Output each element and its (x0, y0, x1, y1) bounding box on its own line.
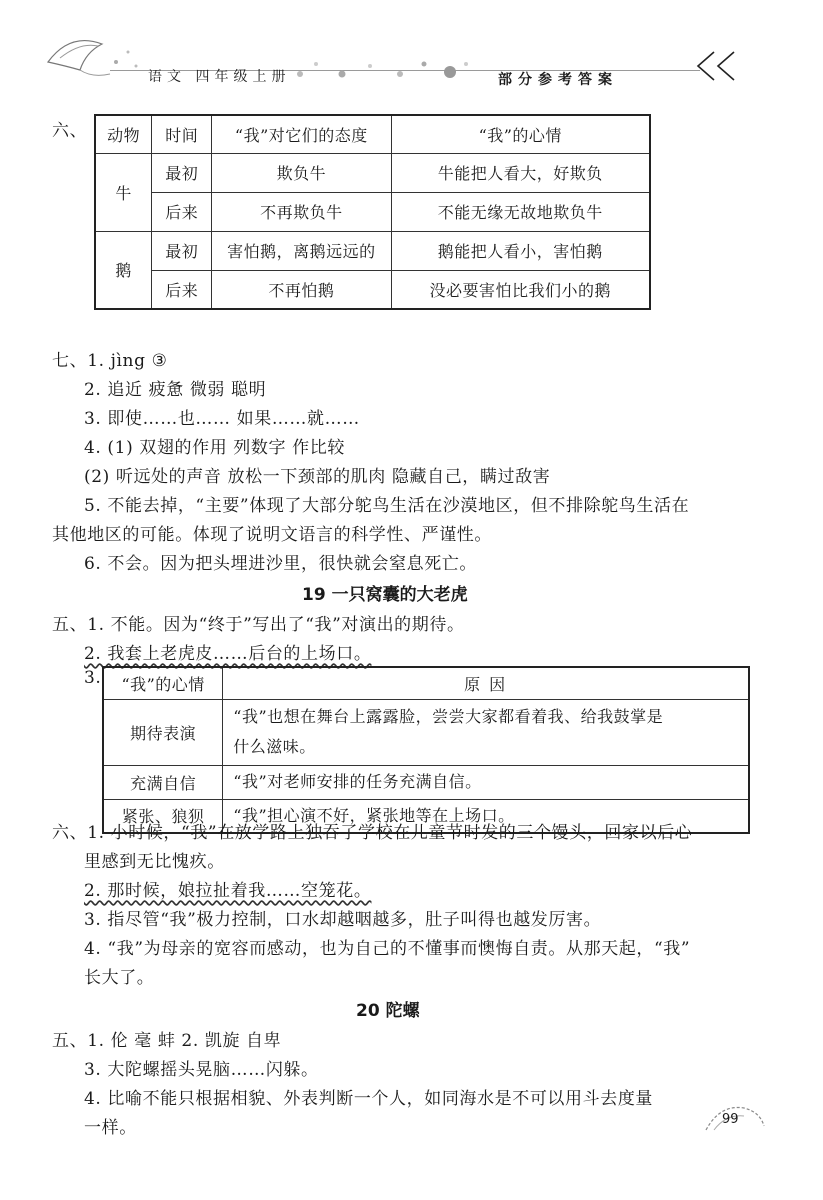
answer-line: 2. 追近 疲惫 微弱 聪明 (84, 380, 267, 400)
answer-line: 一样。 (84, 1118, 137, 1138)
table-cell: 后来 (152, 270, 212, 309)
table-cell: “我”对老师安排的任务充满自信。 (223, 765, 749, 799)
table-row (103, 699, 749, 765)
table-header-cell: 时间 (152, 115, 212, 153)
table-cell: 充满自信 (103, 765, 223, 799)
table-header-cell: “我”对它们的态度 (212, 115, 391, 153)
animals-attitude-table (94, 114, 651, 310)
table-cell (223, 699, 749, 765)
table-header-row (95, 115, 650, 153)
answer-line: 3. 指尽管“我”极力控制，口水却越咽越多，肚子叫得也越发厉害。 (84, 910, 602, 930)
table-cell: 最初 (152, 231, 212, 270)
table-cell: 害怕鹅，离鹅远远的 (212, 231, 391, 270)
table-cell: 不再欺负牛 (212, 192, 391, 231)
dots-ornament-icon (290, 52, 480, 82)
section-label-six: 六、 (52, 121, 88, 141)
table-row (103, 765, 749, 799)
table-row (95, 231, 650, 270)
reason-line: 什么滋味。 (233, 737, 316, 756)
answer-line: 长大了。 (84, 968, 155, 988)
answer-line: 4. 比喻不能只根据相貌、外表判断一个人，如同海水是不可以用斗去度量 (84, 1089, 654, 1109)
double-chevron-left-icon (692, 48, 740, 84)
answer-line: 3. (84, 668, 102, 688)
answer-line: 6. 不会。因为把头埋进沙里，很快就会窒息死亡。 (84, 554, 478, 574)
answer-line: 3. 大陀螺摇头晃脑……闪躲。 (84, 1060, 319, 1080)
table-cell: “我”担心演不好，紧张地等在上场口。 (223, 799, 749, 833)
table-header-cell: 动物 (95, 115, 152, 153)
table-header-row (103, 667, 749, 699)
feelings-reason-table (102, 666, 750, 834)
lesson-20-title: 20 陀螺 (356, 1001, 420, 1021)
answer-line: 4. “我”为母亲的宽容而感动，也为自己的不懂事而懊悔自责。从那天起，“我” (84, 939, 691, 959)
page-header (40, 22, 790, 92)
underlined-answer-line: 2. 那时候，娘拉扯着我……空笼花。 (84, 881, 372, 901)
table-cell: 牛能把人看大，好欺负 (391, 153, 650, 192)
answer-line: 五、1. 不能。因为“终于”写出了“我”对演出的期待。 (52, 615, 465, 635)
table-cell: 期待表演 (103, 699, 223, 765)
underlined-answer-line: 2. 我套上老虎皮……后台的上场口。 (84, 644, 372, 664)
table-header-cell: 原 因 (223, 667, 749, 699)
answer-line: 其他地区的可能。体现了说明文语言的科学性、严谨性。 (52, 525, 492, 545)
table-cell: 不能无缘无故地欺负牛 (391, 192, 650, 231)
table-row (95, 192, 650, 231)
table-cell: 紧张、狼狈 (103, 799, 223, 833)
answer-line: 五、1. 伦 毫 蚌 2. 凯旋 自卑 (52, 1031, 282, 1051)
table-cell: 欺负牛 (212, 153, 391, 192)
table-header-cell: “我”的心情 (103, 667, 223, 699)
table-cell: 没必要害怕比我们小的鹅 (391, 270, 650, 309)
table-cell: 不再怕鹅 (212, 270, 391, 309)
table-header-cell: “我”的心情 (391, 115, 650, 153)
animal-cell: 鹅 (95, 231, 152, 309)
answer-line: 七、1. jìng ③ (52, 351, 168, 371)
header-subject-grade: 语文 四年级上册 (148, 69, 291, 85)
table-cell: 鹅能把人看小，害怕鹅 (391, 231, 650, 270)
answer-line: 3. 即使……也…… 如果……就…… (84, 409, 360, 429)
table-row (95, 270, 650, 309)
answer-line: 里感到无比愧疚。 (84, 852, 225, 872)
header-answer-section: 部分参考答案 (498, 72, 618, 88)
page-number: 99 (722, 1112, 739, 1127)
reason-line: “我”也想在舞台上露露脸，尝尝大家都看着我、给我鼓掌是 (233, 707, 664, 726)
answer-line: (2) 听远处的声音 放松一下颈部的肌肉 隐藏自己，瞒过敌害 (84, 467, 551, 487)
animal-cell: 牛 (95, 153, 152, 231)
lesson-19-title: 19 一只窝囊的大老虎 (302, 585, 468, 605)
answer-line: 4. (1) 双翅的作用 列数字 作比较 (84, 438, 345, 458)
bird-ornament-icon (40, 22, 160, 92)
table-row (95, 153, 650, 192)
table-cell: 后来 (152, 192, 212, 231)
answer-line: 5. 不能去掉，“主要”体现了大部分鸵鸟生活在沙漠地区，但不排除鸵鸟生活在 (84, 496, 690, 516)
table-cell: 最初 (152, 153, 212, 192)
answer-line: 六、1. 小时候，“我”在放学路上独吞了学校在儿童节时发的三个馒头，回家以后心 (52, 823, 693, 843)
